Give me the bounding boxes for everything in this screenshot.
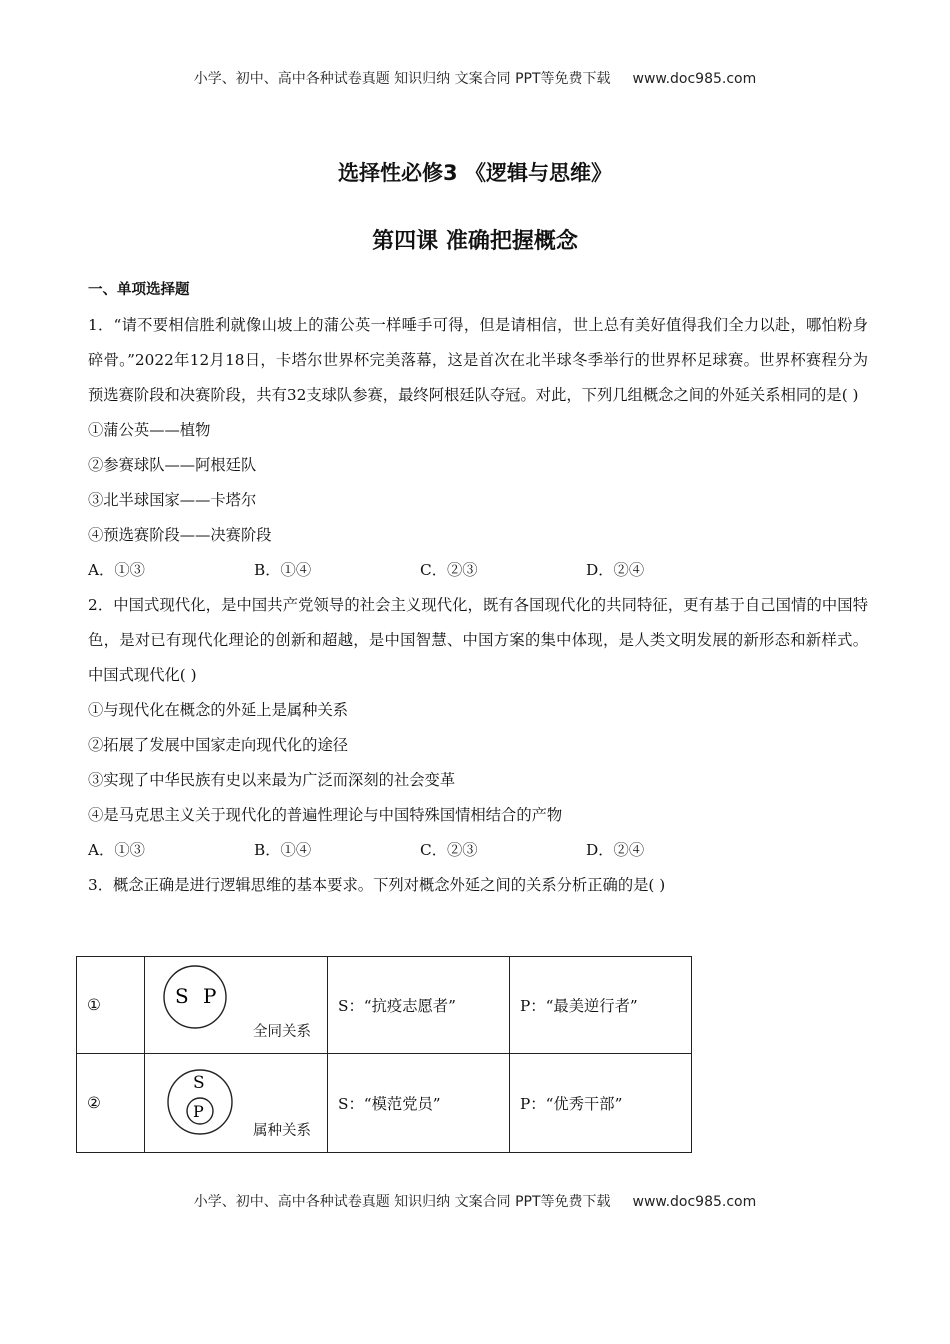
q1-item-3: ③北半球国家——卡塔尔: [88, 491, 257, 509]
table-row: [77, 957, 692, 1054]
p-concept: P：“最美逆行者”: [510, 957, 692, 1054]
header-text: 小学、初中、高中各种试卷真题 知识归纳 文案合同 PPT等免费下载: [193, 71, 611, 87]
row-number: ①: [77, 957, 145, 1054]
relation-label: 全同关系: [253, 1024, 311, 1040]
footer-text: 小学、初中、高中各种试卷真题 知识归纳 文案合同 PPT等免费下载: [193, 1194, 611, 1210]
relation-table: [76, 956, 692, 1153]
q1-options: [88, 553, 868, 588]
q2-stem: 2．中国式现代化，是中国共产党领导的社会主义现代化，既有各国现代化的共同特征，更有基于自己国情的中国特色，是对已有现代化理论的创新和超越，是中国智慧、中国方案的集中体现，是人类文明发展的新形态和新样式。中国式现代化( ): [88, 596, 868, 684]
row-number: ②: [77, 1054, 145, 1153]
q1-option-a: A．①③: [88, 561, 145, 579]
s-concept: S：“抗疫志愿者”: [328, 957, 510, 1054]
header-site: www.doc985.com: [632, 71, 757, 87]
venn-p-label: P: [203, 984, 217, 1008]
q1-option-d: D．②④: [586, 561, 645, 579]
q2-item-4: ④是马克思主义关于现代化的普遍性理论与中国特殊国情相结合的产物: [88, 806, 563, 824]
lesson-title: 第四课 准确把握概念: [372, 229, 578, 254]
venn-s-label: S: [175, 984, 189, 1008]
page-footer: [0, 1191, 950, 1211]
q2-option-a: A．①③: [88, 841, 145, 859]
p-concept: P：“优秀干部”: [510, 1054, 692, 1153]
question-content: [88, 308, 868, 903]
q2-item-3: ③实现了中华民族有史以来最为广泛而深刻的社会变革: [88, 771, 456, 789]
document-title: 选择性必修3 《逻辑与思维》: [338, 161, 612, 185]
q1-stem: 1．“请不要相信胜利就像山坡上的蒲公英一样唾手可得，但是请相信，世上总有美好值得我们全力以赴，哪怕粉身碎骨。”2022年12月18日，卡塔尔世界杯完美落幕，这是首次在北半球冬季举行的世界杯足球赛。世界杯赛程分为预选赛阶段和决赛阶段，共有32支球队参赛，最终阿根廷队夺冠。对此，下列几组概念之间的外延关系相同的是( ): [88, 316, 868, 404]
venn-cell: [145, 957, 328, 1054]
q1-option-b: B．①④: [254, 561, 312, 579]
q1-option-c: C．②③: [420, 561, 478, 579]
q1-item-2: ②参赛球队——阿根廷队: [88, 456, 257, 474]
q2-option-d: D．②④: [586, 841, 645, 859]
venn-cell: [145, 1054, 328, 1153]
venn-s-label: S: [193, 1073, 205, 1093]
section-heading: 一、单项选择题: [88, 282, 190, 298]
q1-item-4: ④预选赛阶段——决赛阶段: [88, 526, 272, 544]
q1-item-1: ①蒲公英——植物: [88, 421, 211, 439]
q2-item-2: ②拓展了发展中国家走向现代化的途径: [88, 736, 349, 754]
q3-stem: 3．概念正确是进行逻辑思维的基本要求。下列对概念外延之间的关系分析正确的是( ): [88, 876, 666, 894]
table-row: [77, 1054, 692, 1153]
relation-label: 属种关系: [253, 1123, 311, 1139]
venn-circle: [164, 966, 226, 1028]
venn-p-label: P: [193, 1102, 204, 1121]
footer-site: www.doc985.com: [632, 1194, 757, 1210]
q2-options: [88, 833, 868, 868]
s-concept: S：“模范党员”: [328, 1054, 510, 1153]
q2-option-b: B．①④: [254, 841, 312, 859]
q2-option-c: C．②③: [420, 841, 478, 859]
page-header: [0, 68, 950, 88]
q2-item-1: ①与现代化在概念的外延上是属种关系: [88, 701, 349, 719]
